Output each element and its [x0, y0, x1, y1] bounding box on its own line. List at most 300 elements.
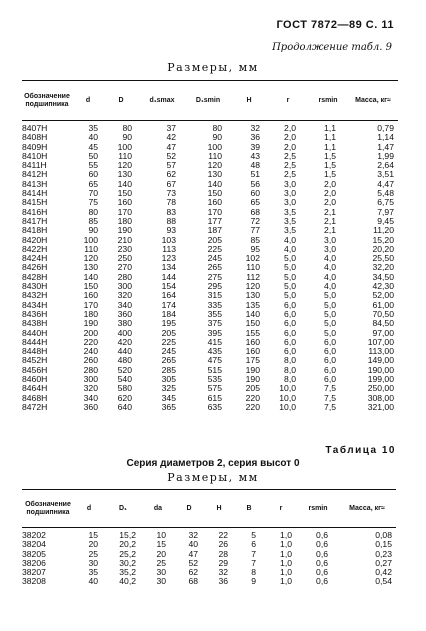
table-cell: 10,0: [279, 392, 296, 403]
table-cell: 37: [166, 123, 176, 133]
table-row: [22, 550, 396, 559]
table-cell: 8432Н: [22, 290, 48, 301]
table-cell: 8,0: [284, 364, 296, 375]
table-cell: 6,0: [324, 364, 336, 375]
table-cell: 177: [207, 215, 222, 226]
table-cell: 3,0: [324, 234, 336, 245]
table-cell: 0,6: [316, 539, 328, 550]
table-cell: 36: [250, 132, 260, 143]
table-cell: 400: [117, 327, 132, 338]
table-cell: 5,0: [284, 281, 296, 292]
table-cell: 340: [83, 392, 98, 403]
table-cell: 260: [83, 355, 98, 366]
table-cell: 8413Н: [22, 178, 48, 189]
table-cell: 10,0: [279, 383, 296, 394]
table-cell: 6,0: [284, 336, 296, 347]
table-cell: 8452Н: [22, 355, 48, 366]
table-cell: 85: [250, 234, 260, 245]
table-cell: 15: [88, 530, 98, 540]
table-cell: 225: [207, 243, 222, 254]
table-cell: 2,64: [377, 160, 394, 171]
column-header-designation: Обозначение подшипника: [22, 490, 74, 528]
table-cell: 2,0: [324, 197, 336, 208]
table-cell: 300: [117, 281, 132, 292]
table-cell: 205: [245, 383, 260, 394]
table-row: [22, 577, 396, 586]
table-cell: 420: [117, 336, 132, 347]
table-cell: 8436Н: [22, 308, 48, 319]
column-header-H: H: [204, 490, 234, 528]
table-cell: 5: [251, 530, 256, 540]
table-cell: 40,2: [119, 576, 136, 587]
table-cell: 2,0: [284, 132, 296, 143]
table-cell: 1,1: [324, 123, 336, 133]
table-cell: 1,0: [280, 576, 292, 587]
column-header-r: r: [264, 490, 298, 528]
table-cell: 4,0: [324, 253, 336, 264]
table-cell: 8448Н: [22, 346, 48, 357]
table-cell: 0,27: [375, 557, 392, 568]
table-cell: 2,5: [284, 169, 296, 180]
table-cell: 1,1: [324, 141, 336, 152]
column-header-d1smax: d₁smax: [138, 81, 186, 121]
table-cell: 45: [88, 141, 98, 152]
table-cell: 130: [245, 290, 260, 301]
table-cell: 70: [88, 188, 98, 199]
column-header-designation: Обозначение подшипника: [22, 81, 72, 121]
table-cell: 6: [251, 539, 256, 550]
table-cell: 32: [188, 530, 198, 540]
table-cell: 1,99: [377, 150, 394, 161]
table-cell: 245: [161, 346, 176, 357]
table-cell: 170: [117, 206, 132, 217]
table-cell: 1,0: [280, 567, 292, 578]
column-header-da: da: [142, 490, 174, 528]
table-cell: 140: [207, 178, 222, 189]
table-cell: 160: [83, 290, 98, 301]
table-cell: 6,0: [324, 336, 336, 347]
table-cell: 61,00: [372, 299, 394, 310]
table-cell: 48: [250, 160, 260, 171]
table-cell: 200: [83, 327, 98, 338]
table-cell: 10: [156, 530, 166, 540]
table-cell: 535: [207, 374, 222, 385]
table-cell: 8416Н: [22, 206, 48, 217]
table-cell: 20,20: [372, 243, 394, 254]
table-cell: 4,0: [284, 234, 296, 245]
table-cell: 55: [88, 160, 98, 171]
page-header: [0, 19, 426, 33]
table-cell: 6,0: [324, 374, 336, 385]
table-cell: 30: [156, 567, 166, 578]
column-header-d: d: [74, 490, 104, 528]
table-cell: 160: [117, 197, 132, 208]
table-cell: 345: [161, 392, 176, 403]
column-header-mass: Масса, кг≈: [348, 81, 398, 121]
table-cell: 7,5: [324, 383, 336, 394]
table-cell: 36: [218, 576, 228, 587]
table-row: [22, 568, 396, 577]
table-row: [22, 528, 396, 541]
table-cell: 8422Н: [22, 243, 48, 254]
table-cell: 9: [251, 576, 256, 587]
table-cell: 32: [218, 567, 228, 578]
table-cell: 635: [207, 401, 222, 412]
table-cell: 2,1: [324, 225, 336, 236]
table-row: [22, 559, 396, 568]
table-cell: 1,14: [377, 132, 394, 143]
table-cell: 160: [245, 346, 260, 357]
table-cell: 4,0: [284, 243, 296, 254]
table-cell: 30: [88, 557, 98, 568]
table-cell: 150: [83, 281, 98, 292]
table-cell: 113: [162, 243, 176, 254]
table-cell: 11,20: [373, 225, 394, 236]
table-cell: 1,0: [280, 557, 292, 568]
table-cell: 83: [166, 206, 176, 217]
table-cell: 3,5: [284, 215, 296, 226]
table-cell: 5,0: [284, 290, 296, 301]
table-cell: 5,0: [284, 271, 296, 282]
table-cell: 4,47: [377, 178, 394, 189]
table-cell: 4,0: [324, 281, 336, 292]
table-cell: 97,00: [372, 327, 394, 338]
table-cell: 84,50: [372, 318, 394, 329]
table-cell: 140: [117, 178, 132, 189]
table-cell: 335: [207, 299, 222, 310]
table-cell: 1,1: [324, 132, 336, 143]
table-cell: 3,51: [377, 169, 394, 180]
table-cell: 220: [83, 336, 98, 347]
table-cell: 8444Н: [22, 336, 48, 347]
table-cell: 8414Н: [22, 188, 48, 199]
table-cell: 3,5: [284, 225, 296, 236]
table-cell: 38208: [22, 576, 46, 587]
table-cell: 28: [218, 548, 228, 559]
table-cell: 245: [207, 253, 222, 264]
table-cell: 0,6: [316, 557, 328, 568]
column-header-D: D: [174, 490, 204, 528]
table-cell: 8: [251, 567, 256, 578]
table-cell: 130: [207, 169, 222, 180]
table-cell: 35: [88, 567, 98, 578]
table-cell: 135: [245, 299, 260, 310]
table-cell: 52: [166, 150, 176, 161]
table-cell: 120: [245, 281, 260, 292]
table-cell: 57: [166, 160, 176, 171]
table-cell: 285: [161, 364, 176, 375]
table-cell: 8460Н: [22, 374, 48, 385]
table-cell: 0,54: [375, 576, 392, 587]
table-cell: 20,2: [119, 539, 136, 550]
table-cell: 3,5: [284, 206, 296, 217]
table-cell: 80: [212, 123, 222, 133]
table-cell: 615: [207, 392, 222, 403]
table-cell: 32: [250, 123, 260, 133]
table-cell: 88: [166, 215, 176, 226]
table-cell: 38202: [22, 530, 46, 540]
table-cell: 78: [166, 197, 176, 208]
table-cell: 415: [207, 336, 222, 347]
table-cell: 5,0: [324, 327, 336, 338]
table-cell: 8440Н: [22, 327, 48, 338]
table-cell: 308,00: [367, 392, 394, 403]
table-cell: 43: [250, 150, 260, 161]
column-header-B: B: [234, 490, 264, 528]
table-cell: 170: [83, 299, 98, 310]
table-cell: 160: [207, 197, 222, 208]
table-cell: 35,2: [119, 567, 136, 578]
table-cell: 5,0: [284, 262, 296, 273]
table-cell: 250: [117, 253, 132, 264]
table-cell: 149,00: [367, 355, 394, 366]
table-cell: 340: [117, 299, 132, 310]
table-cell: 3,0: [324, 243, 336, 254]
table-cell: 15: [156, 539, 166, 550]
table-cell: 100: [207, 141, 222, 152]
table-cell: 375: [207, 318, 222, 329]
table-cell: 320: [83, 383, 98, 394]
table-cell: 67: [166, 178, 176, 189]
table-cell: 0,6: [316, 567, 328, 578]
table-cell: 8426Н: [22, 262, 48, 273]
table-cell: 144: [161, 271, 176, 282]
table-cell: 47: [166, 141, 176, 152]
table-continuation-note: Продолжение табл. 9: [272, 42, 392, 53]
standard-page-number: ГОСТ 7872—89 С. 11: [276, 19, 394, 31]
table-cell: 85: [88, 215, 98, 226]
table-cell: 199,00: [367, 374, 394, 385]
table-cell: 68: [188, 576, 198, 587]
table-cell: 47: [188, 548, 198, 559]
table-cell: 3,0: [284, 197, 296, 208]
table-cell: 620: [117, 392, 132, 403]
table-cell: 515: [207, 364, 222, 375]
table-cell: 10,0: [279, 401, 296, 412]
table-cell: 395: [207, 327, 222, 338]
table-cell: 26: [218, 539, 228, 550]
table-cell: 8417Н: [22, 215, 48, 226]
table-cell: 380: [117, 318, 132, 329]
table-cell: 187: [207, 225, 222, 236]
table-cell: 8409Н: [22, 141, 48, 152]
table-cell: 38205: [22, 548, 46, 559]
table-cell: 2,1: [324, 206, 336, 217]
table-cell: 8434Н: [22, 299, 48, 310]
table-cell: 123: [161, 253, 176, 264]
table-cell: 1,47: [377, 141, 394, 152]
table-cell: 90: [122, 132, 132, 143]
table-cell: 103: [161, 234, 176, 245]
table-cell: 7,97: [377, 206, 394, 217]
table-cell: 190,00: [367, 364, 394, 375]
table-cell: 170: [207, 206, 222, 217]
table-cell: 80: [122, 123, 132, 133]
table-cell: 7,5: [324, 401, 336, 412]
table-cell: 6,0: [284, 299, 296, 310]
table-cell: 225: [161, 336, 176, 347]
table-cell: 164: [161, 290, 176, 301]
table-cell: 265: [161, 355, 176, 366]
table-cell: 52: [188, 557, 198, 568]
table-cell: 20: [88, 539, 98, 550]
table-cell: 8410Н: [22, 150, 48, 161]
table-cell: 120: [207, 160, 222, 171]
table-cell: 9,45: [377, 215, 394, 226]
table-cell: 95: [250, 243, 260, 254]
table-cell: 220: [245, 392, 260, 403]
table-cell: 6,0: [324, 355, 336, 366]
table-cell: 195: [161, 318, 176, 329]
table-cell: 38204: [22, 539, 46, 550]
table-cell: 73: [166, 188, 176, 199]
table10-section-title: Размеры, мм: [167, 471, 259, 484]
table-cell: 190: [245, 364, 260, 375]
column-header-D1: D₁: [104, 490, 142, 528]
table-cell: 112: [246, 271, 260, 282]
table-cell: 68: [250, 206, 260, 217]
table-cell: 2,5: [284, 150, 296, 161]
table-cell: 7: [251, 557, 256, 568]
table-cell: 102: [245, 253, 260, 264]
table-cell: 6,0: [284, 308, 296, 319]
table-cell: 321,00: [367, 401, 394, 412]
table-cell: 1,5: [324, 160, 336, 171]
table-cell: 120: [83, 253, 98, 264]
table-cell: 42: [166, 132, 176, 143]
table-cell: 300: [83, 374, 98, 385]
table-cell: 5,0: [284, 253, 296, 264]
table-cell: 5,0: [324, 290, 336, 301]
table9: [22, 80, 398, 412]
table-cell: 8412Н: [22, 169, 48, 180]
table-cell: 29: [218, 557, 228, 568]
table-cell: 40: [188, 539, 198, 550]
column-header-mass: Масса, кг≈: [338, 490, 396, 528]
table-cell: 0,6: [316, 530, 328, 540]
table-cell: 360: [83, 401, 98, 412]
table-cell: 30: [156, 576, 166, 587]
table-cell: 8438Н: [22, 318, 48, 329]
table10-label: Таблица 10: [325, 445, 396, 456]
table-cell: 8430Н: [22, 281, 48, 292]
table-cell: 184: [161, 308, 176, 319]
table-cell: 0,6: [316, 576, 328, 587]
table-cell: 295: [207, 281, 222, 292]
table-cell: 6,0: [284, 346, 296, 357]
table-cell: 2,0: [324, 178, 336, 189]
table-cell: 90: [88, 225, 98, 236]
table-cell: 205: [161, 327, 176, 338]
table-cell: 8424Н: [22, 253, 48, 264]
table-cell: 25,2: [119, 548, 136, 559]
column-header-D1smin: D₁smin: [186, 81, 230, 121]
table-cell: 275: [207, 271, 222, 282]
table-cell: 8418Н: [22, 225, 48, 236]
table-cell: 140: [83, 271, 98, 282]
table-cell: 190: [245, 374, 260, 385]
table-cell: 210: [117, 234, 132, 245]
table-row: [22, 121, 398, 134]
table-cell: 1,5: [324, 150, 336, 161]
table-cell: 5,0: [324, 308, 336, 319]
table-cell: 0,42: [375, 567, 392, 578]
table-cell: 60: [250, 188, 260, 199]
table-cell: 8420Н: [22, 234, 48, 245]
table-row: [22, 403, 398, 412]
table-cell: 6,0: [284, 318, 296, 329]
table-cell: 65: [88, 178, 98, 189]
table-cell: 113,00: [368, 346, 394, 357]
table-cell: 575: [207, 383, 222, 394]
table-cell: 435: [207, 346, 222, 357]
table-cell: 110: [246, 262, 260, 273]
table-cell: 280: [83, 364, 98, 375]
table-cell: 42,30: [372, 281, 394, 292]
table-cell: 190: [117, 225, 132, 236]
table-cell: 280: [117, 271, 132, 282]
table-cell: 4,0: [324, 271, 336, 282]
table-cell: 190: [83, 318, 98, 329]
table-cell: 8428Н: [22, 271, 48, 282]
table-cell: 30,2: [119, 557, 136, 568]
table-cell: 72: [250, 215, 260, 226]
table-cell: 107,00: [367, 336, 394, 347]
table-cell: 39: [250, 141, 260, 152]
table-cell: 365: [161, 401, 176, 412]
table-cell: 8472Н: [22, 401, 48, 412]
table-cell: 2,1: [324, 215, 336, 226]
table-cell: 22: [218, 530, 228, 540]
table-cell: 2,5: [284, 160, 296, 171]
table-cell: 51: [250, 169, 260, 180]
table-cell: 7: [251, 548, 256, 559]
table-cell: 5,0: [324, 318, 336, 329]
table-cell: 174: [161, 299, 176, 310]
table-cell: 140: [245, 308, 260, 319]
table-cell: 6,0: [284, 327, 296, 338]
table-cell: 38206: [22, 557, 46, 568]
table-cell: 40: [88, 132, 98, 143]
table-cell: 305: [161, 374, 176, 385]
table-cell: 440: [117, 346, 132, 357]
table-cell: 75: [88, 197, 98, 208]
table-cell: 8415Н: [22, 197, 48, 208]
table-cell: 100: [117, 141, 132, 152]
table-cell: 220: [245, 401, 260, 412]
table-cell: 240: [83, 346, 98, 357]
table-cell: 540: [117, 374, 132, 385]
table10-title: Серия диаметров 2, серия высот 0: [126, 458, 300, 469]
table-cell: 32,20: [372, 262, 394, 273]
table-cell: 1,0: [280, 539, 292, 550]
table-cell: 130: [83, 262, 98, 273]
table-cell: 25: [156, 557, 166, 568]
table-cell: 640: [117, 401, 132, 412]
table-cell: 0,79: [377, 123, 394, 133]
table-cell: 15,20: [372, 234, 394, 245]
table-cell: 56: [250, 178, 260, 189]
table-cell: 25: [88, 548, 98, 559]
table-cell: 155: [245, 327, 260, 338]
table-cell: 8,0: [284, 355, 296, 366]
column-header-H: H: [230, 81, 268, 121]
table-cell: 154: [161, 281, 176, 292]
column-header-D: D: [104, 81, 138, 121]
table-cell: 3,0: [284, 188, 296, 199]
table-cell: 5,48: [377, 188, 394, 199]
table-cell: 25,50: [372, 253, 394, 264]
